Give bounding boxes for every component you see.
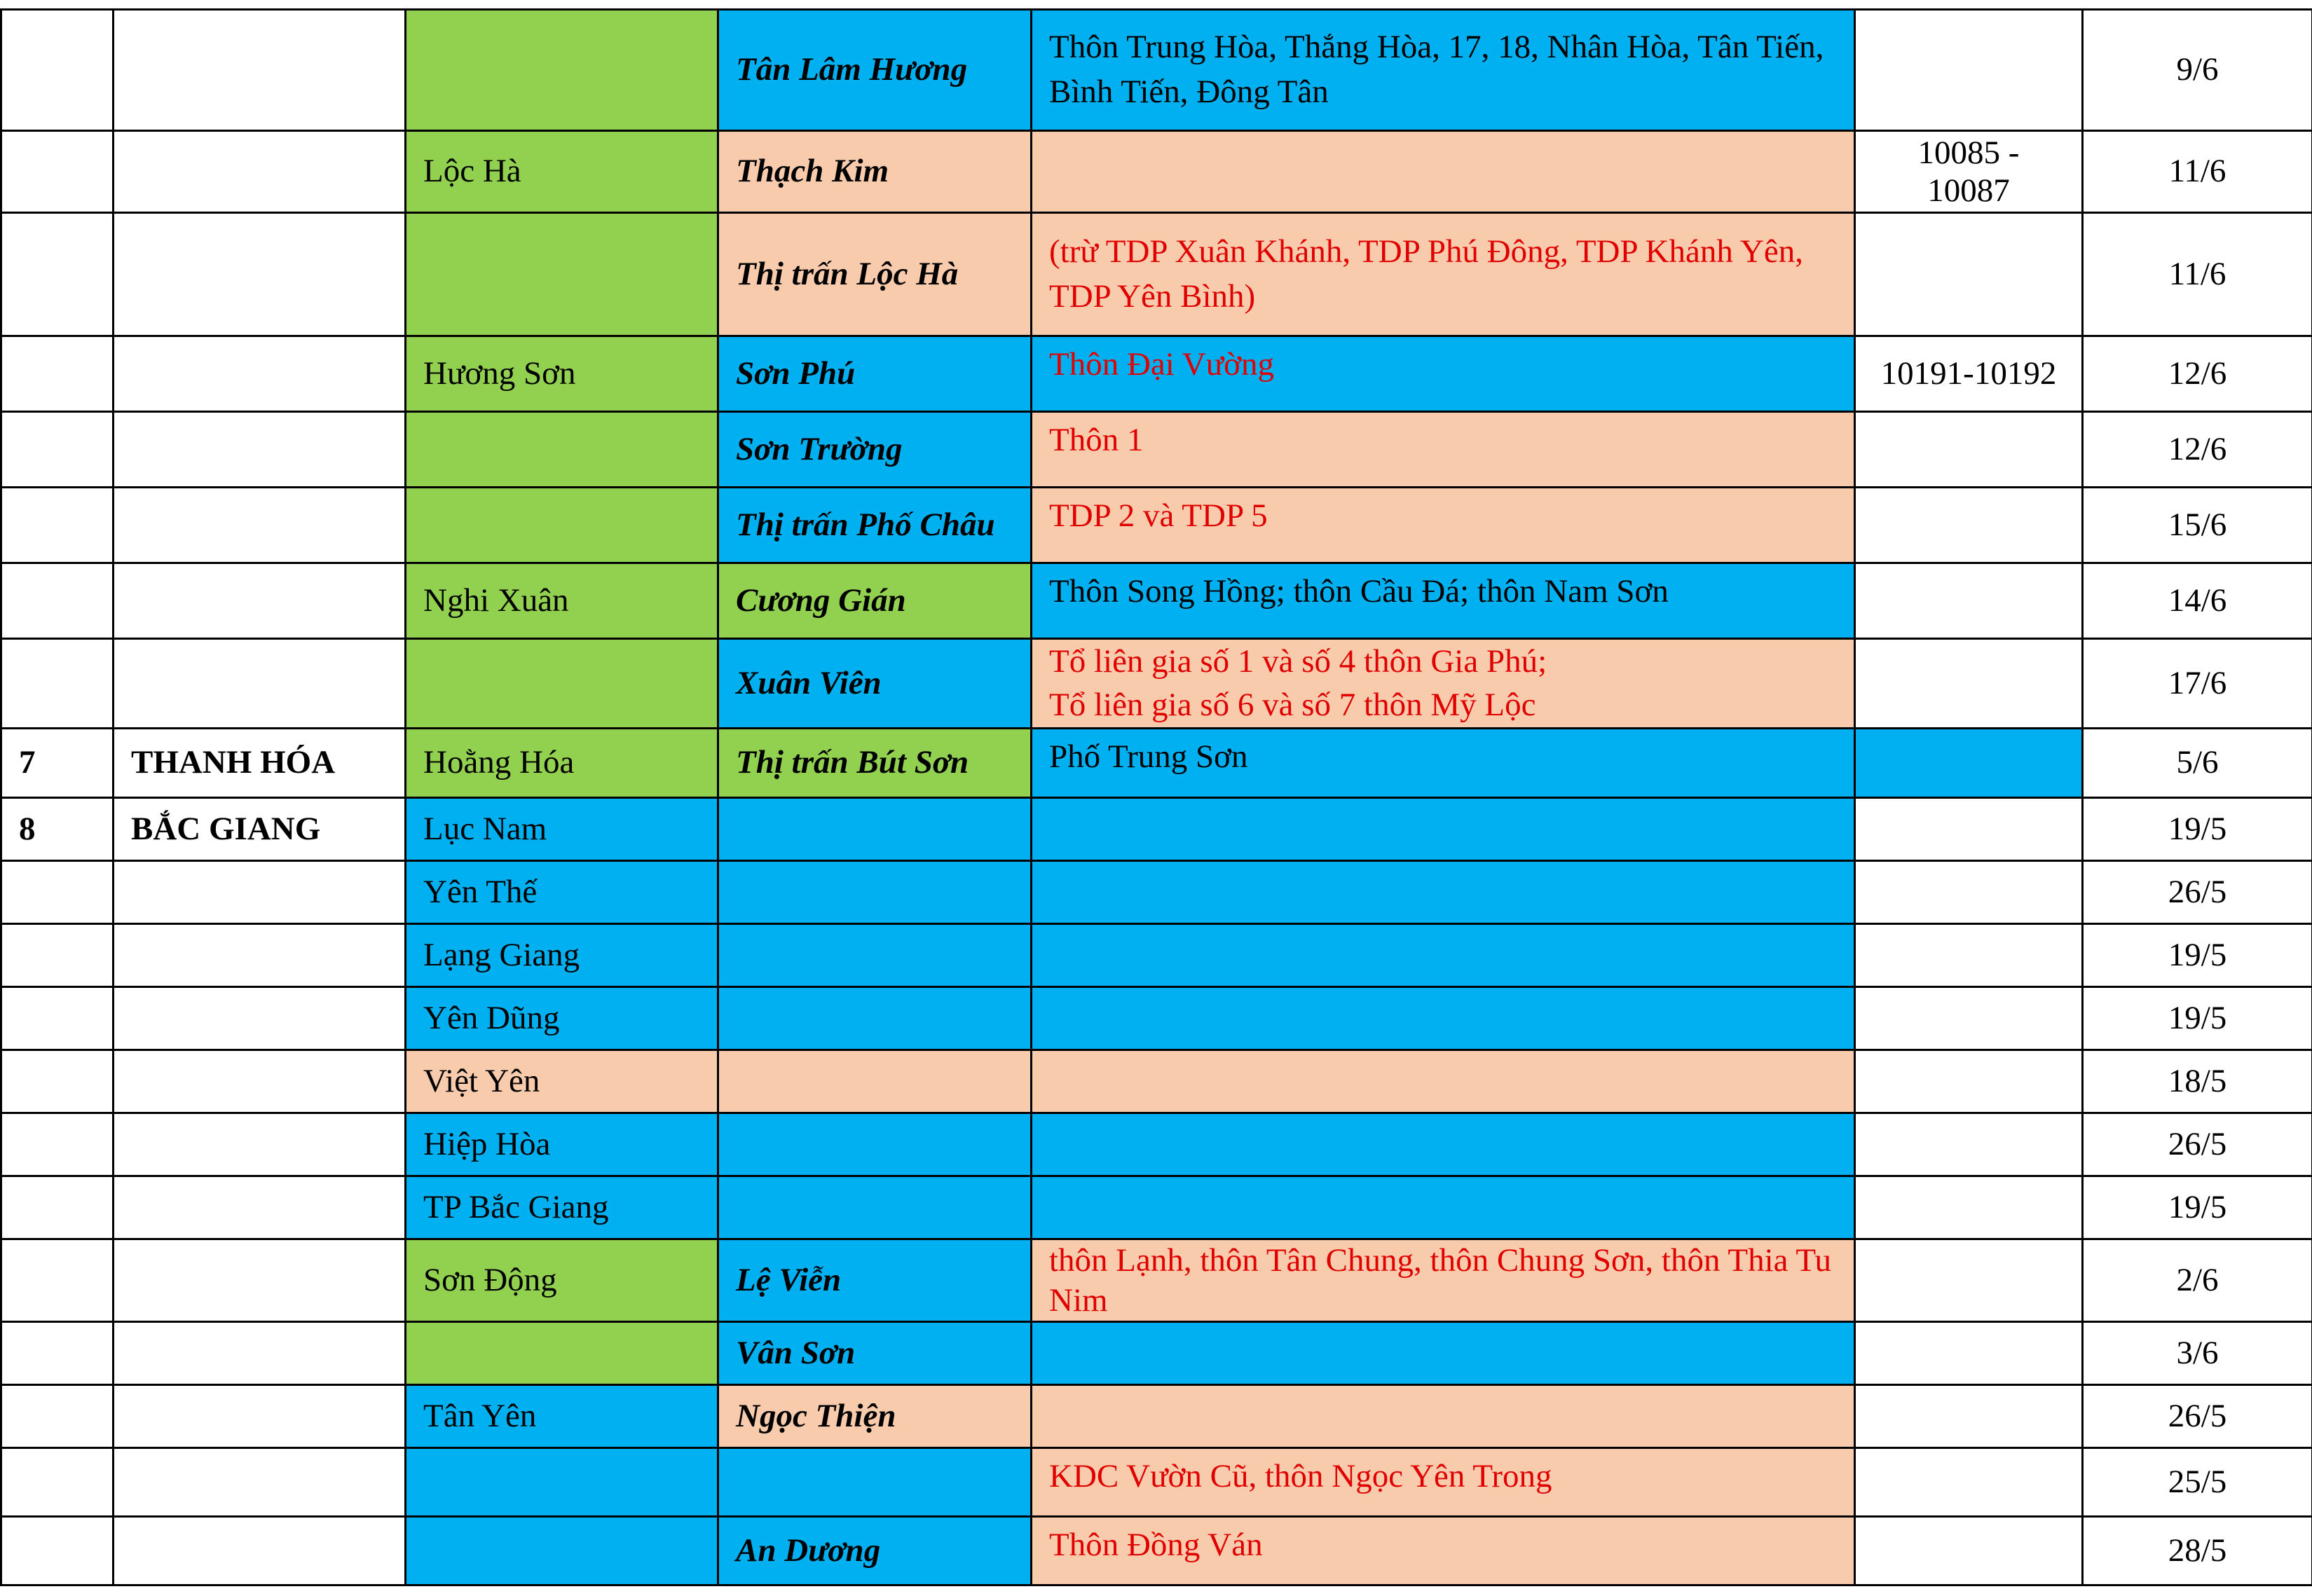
detail-cell xyxy=(1032,798,1855,861)
district-cell: Lục Nam xyxy=(406,798,718,861)
commune-cell: Thạch Kim xyxy=(718,131,1032,213)
province-cell xyxy=(114,213,406,336)
table-row xyxy=(1,10,2312,131)
date-cell: 12/6 xyxy=(2083,412,2312,488)
code-cell xyxy=(1855,213,2083,336)
table-row xyxy=(1,861,2312,924)
commune-cell xyxy=(718,1113,1032,1176)
code-cell xyxy=(1855,639,2083,729)
commune-cell: Sơn Phú xyxy=(718,336,1032,412)
table-row xyxy=(1,639,2312,729)
table-row xyxy=(1,563,2312,639)
code-cell xyxy=(1855,987,2083,1050)
commune-cell: Thị trấn Phố Châu xyxy=(718,488,1032,563)
district-cell xyxy=(406,488,718,563)
detail-cell: Thôn Trung Hòa, Thắng Hòa, 17, 18, Nhân Hòa, Tân Tiến, Bình Tiến, Đông Tân xyxy=(1032,10,1855,131)
code-cell: 10085 - 10087 xyxy=(1855,131,2083,213)
district-cell: Việt Yên xyxy=(406,1050,718,1113)
table-row xyxy=(1,1176,2312,1239)
commune-cell: Lệ Viễn xyxy=(718,1239,1032,1322)
date-cell: 9/6 xyxy=(2083,10,2312,131)
district-cell: Lộc Hà xyxy=(406,131,718,213)
province-cell xyxy=(114,1050,406,1113)
province-cell xyxy=(114,1322,406,1385)
district-cell: Sơn Động xyxy=(406,1239,718,1322)
date-cell: 26/5 xyxy=(2083,861,2312,924)
district-cell: TP Bắc Giang xyxy=(406,1176,718,1239)
date-cell: 17/6 xyxy=(2083,639,2312,729)
stt-cell xyxy=(1,1385,114,1448)
district-cell xyxy=(406,639,718,729)
stt-cell xyxy=(1,336,114,412)
province-cell xyxy=(114,131,406,213)
date-cell: 25/5 xyxy=(2083,1448,2312,1517)
stt-cell xyxy=(1,1113,114,1176)
table-row xyxy=(1,729,2312,798)
province-cell: BẮC GIANG xyxy=(114,798,406,861)
table-row xyxy=(1,987,2312,1050)
detail-cell: TDP 2 và TDP 5 xyxy=(1032,488,1855,563)
table-row xyxy=(1,1448,2312,1517)
province-cell xyxy=(114,1448,406,1517)
date-cell: 14/6 xyxy=(2083,563,2312,639)
commune-cell xyxy=(718,1176,1032,1239)
detail-cell xyxy=(1032,861,1855,924)
stt-cell xyxy=(1,1050,114,1113)
detail-cell: Phố Trung Sơn xyxy=(1032,729,1855,798)
commune-cell xyxy=(718,798,1032,861)
date-cell: 5/6 xyxy=(2083,729,2312,798)
detail-cell: Thôn Đồng Ván xyxy=(1032,1517,1855,1585)
district-cell xyxy=(406,1448,718,1517)
detail-cell: Thôn Song Hồng; thôn Cầu Đá; thôn Nam Sơn xyxy=(1032,563,1855,639)
detail-cell xyxy=(1032,1113,1855,1176)
date-cell: 19/5 xyxy=(2083,987,2312,1050)
province-cell: THANH HÓA xyxy=(114,729,406,798)
detail-cell xyxy=(1032,987,1855,1050)
code-cell xyxy=(1855,1113,2083,1176)
date-cell: 18/5 xyxy=(2083,1050,2312,1113)
code-cell xyxy=(1855,861,2083,924)
table-row xyxy=(1,412,2312,488)
commune-cell: Cương Gián xyxy=(718,563,1032,639)
stt-cell xyxy=(1,1448,114,1517)
code-cell xyxy=(1855,412,2083,488)
date-cell: 19/5 xyxy=(2083,924,2312,987)
district-cell xyxy=(406,213,718,336)
province-cell xyxy=(114,987,406,1050)
code-cell xyxy=(1855,729,2083,798)
commune-cell: Xuân Viên xyxy=(718,639,1032,729)
stt-cell xyxy=(1,987,114,1050)
table-row xyxy=(1,213,2312,336)
stt-cell xyxy=(1,131,114,213)
stt-cell xyxy=(1,488,114,563)
province-cell xyxy=(114,1176,406,1239)
code-cell xyxy=(1855,1448,2083,1517)
table-row xyxy=(1,798,2312,861)
code-cell xyxy=(1855,1239,2083,1322)
code-cell xyxy=(1855,924,2083,987)
district-cell: Hương Sơn xyxy=(406,336,718,412)
commune-cell: Sơn Trường xyxy=(718,412,1032,488)
province-cell xyxy=(114,412,406,488)
district-cell: Yên Dũng xyxy=(406,987,718,1050)
detail-line: Tổ liên gia số 1 và số 4 thôn Gia Phú; xyxy=(1049,643,1547,680)
date-cell: 28/5 xyxy=(2083,1517,2312,1585)
table-row xyxy=(1,488,2312,563)
province-cell xyxy=(114,861,406,924)
code-cell xyxy=(1855,798,2083,861)
stt-cell xyxy=(1,924,114,987)
code-cell xyxy=(1855,563,2083,639)
code-cell xyxy=(1855,10,2083,131)
province-cell xyxy=(114,488,406,563)
district-cell xyxy=(406,412,718,488)
date-cell: 26/5 xyxy=(2083,1113,2312,1176)
province-cell xyxy=(114,1517,406,1585)
detail-cell xyxy=(1032,1322,1855,1385)
table-row xyxy=(1,1517,2312,1585)
commune-cell: Ngọc Thiện xyxy=(718,1385,1032,1448)
commune-cell: Vân Sơn xyxy=(718,1322,1032,1385)
stt-cell xyxy=(1,1322,114,1385)
province-cell xyxy=(114,924,406,987)
detail-cell: KDC Vườn Cũ, thôn Ngọc Yên Trong xyxy=(1032,1448,1855,1517)
stt-cell xyxy=(1,412,114,488)
province-cell xyxy=(114,639,406,729)
code-cell xyxy=(1855,488,2083,563)
commune-cell xyxy=(718,1448,1032,1517)
commune-cell: Tân Lâm Hương xyxy=(718,10,1032,131)
detail-cell: (trừ TDP Xuân Khánh, TDP Phú Đông, TDP Khánh Yên, TDP Yên Bình) xyxy=(1032,213,1855,336)
stt-cell xyxy=(1,213,114,336)
code-cell xyxy=(1855,1517,2083,1585)
district-cell: Hoằng Hóa xyxy=(406,729,718,798)
date-cell: 3/6 xyxy=(2083,1322,2312,1385)
table-row xyxy=(1,1239,2312,1322)
table-row xyxy=(1,131,2312,213)
commune-cell xyxy=(718,1050,1032,1113)
commune-cell xyxy=(718,924,1032,987)
date-cell: 15/6 xyxy=(2083,488,2312,563)
table-row xyxy=(1,1322,2312,1385)
detail-line: Tổ liên gia số 6 và số 7 thôn Mỹ Lộc xyxy=(1049,686,1536,723)
code-cell xyxy=(1855,1385,2083,1448)
outbreak-table xyxy=(0,8,2312,1586)
stt-cell xyxy=(1,639,114,729)
date-cell: 11/6 xyxy=(2083,131,2312,213)
commune-cell: Thị trấn Lộc Hà xyxy=(718,213,1032,336)
table-row xyxy=(1,1385,2312,1448)
date-cell: 19/5 xyxy=(2083,1176,2312,1239)
district-cell: Nghi Xuân xyxy=(406,563,718,639)
detail-cell: Thôn Đại Vường xyxy=(1032,336,1855,412)
district-cell xyxy=(406,1322,718,1385)
detail-cell xyxy=(1032,924,1855,987)
stt-cell xyxy=(1,1517,114,1585)
stt-cell xyxy=(1,861,114,924)
stt-cell: 7 xyxy=(1,729,114,798)
province-cell xyxy=(114,336,406,412)
province-cell xyxy=(114,10,406,131)
code-cell: 10191-10192 xyxy=(1855,336,2083,412)
date-cell: 12/6 xyxy=(2083,336,2312,412)
date-cell: 11/6 xyxy=(2083,213,2312,336)
code-cell xyxy=(1855,1322,2083,1385)
province-cell xyxy=(114,1239,406,1322)
province-cell xyxy=(114,563,406,639)
detail-cell xyxy=(1032,639,1855,729)
stt-cell: 8 xyxy=(1,798,114,861)
commune-cell xyxy=(718,987,1032,1050)
stt-cell xyxy=(1,10,114,131)
detail-cell xyxy=(1032,1050,1855,1113)
province-cell xyxy=(114,1113,406,1176)
district-cell: Yên Thế xyxy=(406,861,718,924)
detail-cell xyxy=(1032,131,1855,213)
table-row xyxy=(1,1113,2312,1176)
district-cell xyxy=(406,1517,718,1585)
district-cell: Hiệp Hòa xyxy=(406,1113,718,1176)
district-cell xyxy=(406,10,718,131)
stt-cell xyxy=(1,563,114,639)
detail-cell: thôn Lạnh, thôn Tân Chung, thôn Chung Sơn, thôn Thia Tu Nim xyxy=(1032,1239,1855,1322)
detail-cell xyxy=(1032,1385,1855,1448)
commune-cell: An Dương xyxy=(718,1517,1032,1585)
table-row xyxy=(1,924,2312,987)
detail-cell xyxy=(1032,1176,1855,1239)
date-cell: 26/5 xyxy=(2083,1385,2312,1448)
province-cell xyxy=(114,1385,406,1448)
stt-cell xyxy=(1,1239,114,1322)
district-cell: Lạng Giang xyxy=(406,924,718,987)
date-cell: 19/5 xyxy=(2083,798,2312,861)
district-cell: Tân Yên xyxy=(406,1385,718,1448)
table-row xyxy=(1,336,2312,412)
commune-cell xyxy=(718,861,1032,924)
stt-cell xyxy=(1,1176,114,1239)
table-row xyxy=(1,1050,2312,1113)
code-cell xyxy=(1855,1050,2083,1113)
commune-cell: Thị trấn Bút Sơn xyxy=(718,729,1032,798)
date-cell: 2/6 xyxy=(2083,1239,2312,1322)
code-cell xyxy=(1855,1176,2083,1239)
detail-cell: Thôn 1 xyxy=(1032,412,1855,488)
